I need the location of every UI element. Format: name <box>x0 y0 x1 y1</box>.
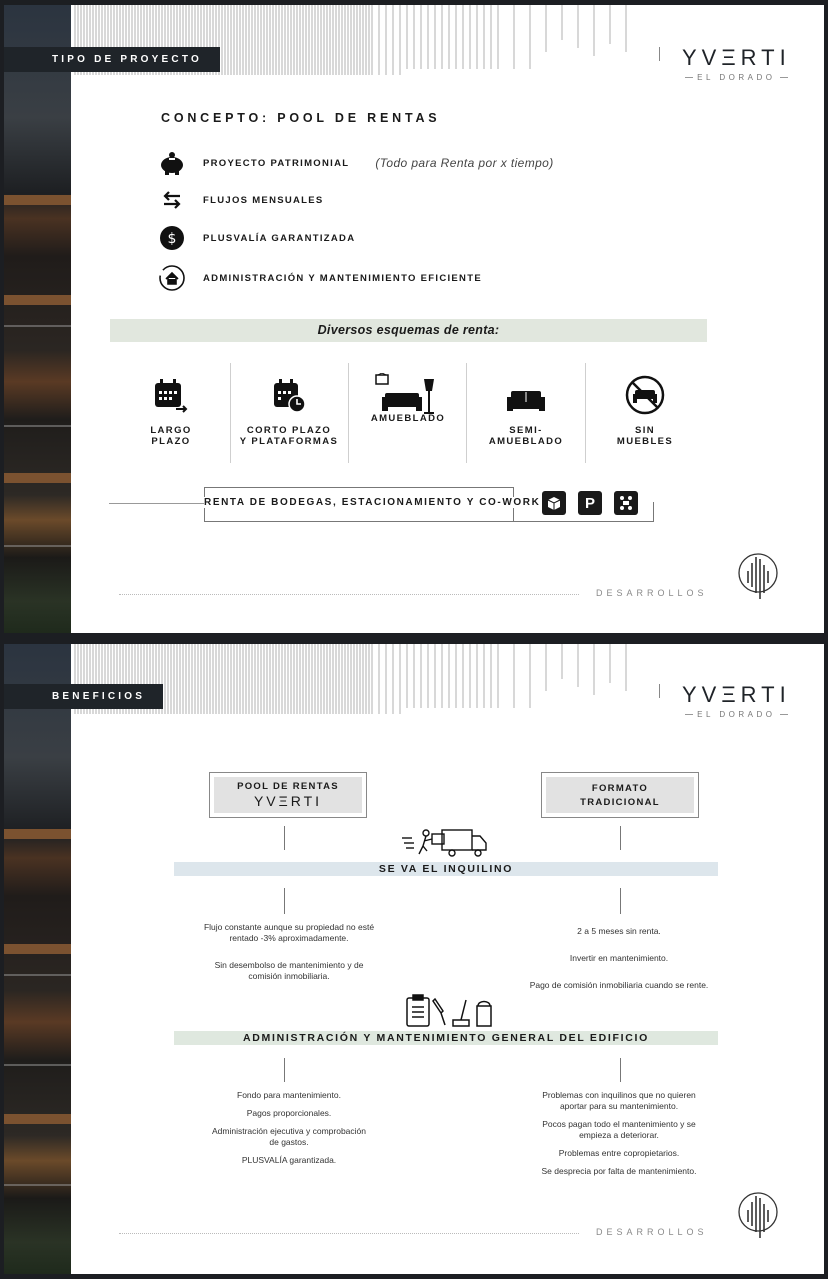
scheme-label: AMUEBLADO <box>488 436 564 447</box>
box-title: POOL DE RENTAS <box>237 781 339 792</box>
scheme-label: SEMI- <box>509 425 543 436</box>
benefit-text: Sin desembolso de mantenimiento y de comisión inmobiliaria. <box>214 960 364 981</box>
box-title: FORMATO <box>591 782 649 794</box>
brand-sub: EL DORADO <box>682 73 791 82</box>
section-tag: TIPO DE PROYECTO <box>4 47 220 72</box>
pool-de-rentas-box <box>209 772 367 818</box>
scheme-label: Y PLATAFORMAS <box>239 436 339 447</box>
slide-tipo-de-proyecto <box>4 5 824 633</box>
storage-box-icon <box>542 491 566 515</box>
brand-name: YVΞRTI <box>682 682 791 707</box>
brand-logo <box>682 45 791 82</box>
building-photo <box>4 644 71 1274</box>
svg-text:$: $ <box>167 231 177 247</box>
feature-label: FLUJOS MENSUALES <box>203 194 324 206</box>
sofa-icon <box>467 365 585 415</box>
scheme-label: LARGO <box>150 425 192 436</box>
logo-divider <box>659 684 660 698</box>
scheme-label: MUEBLES <box>616 436 674 447</box>
scheme-item <box>586 365 704 447</box>
logo-divider <box>659 47 660 61</box>
calendar-arrow-icon <box>112 365 230 415</box>
exchange-arrows-icon <box>157 185 187 215</box>
calendar-clock-icon <box>230 365 348 415</box>
brand-sub: EL DORADO <box>682 710 791 719</box>
no-furniture-icon <box>586 365 704 415</box>
footer-text: DESARROLLOS <box>596 588 708 598</box>
connector-line <box>284 826 285 850</box>
traditional-issues-1 <box>509 926 729 998</box>
feature-row <box>157 148 554 178</box>
scheme-item <box>349 365 467 424</box>
pool-benefits-1 <box>199 922 379 989</box>
slide-beneficios <box>4 644 824 1274</box>
footer-dots <box>119 594 579 595</box>
box-brand: YVΞRTI <box>253 793 323 809</box>
connector-line <box>620 888 621 914</box>
scheme-label: SIN <box>634 425 656 436</box>
scheme-item <box>467 365 585 447</box>
formato-tradicional-box <box>541 772 699 818</box>
feature-label: PROYECTO PATRIMONIAL <box>203 157 350 169</box>
issue-text: Problemas con inquilinos que no quieren aportar para su mantenimiento. <box>542 1090 696 1111</box>
concept-title: CONCEPTO: POOL DE RENTAS <box>161 111 441 125</box>
section-tag: BENEFICIOS <box>4 684 163 709</box>
section-building-management: ADMINISTRACIÓN Y MANTENIMIENTO GENERAL DEL EDIFICIO <box>174 1031 718 1045</box>
scheme-item <box>112 365 230 447</box>
benefit-text: PLUSVALÍA garantizada. <box>241 1155 337 1165</box>
extra-services-label: RENTA DE BODEGAS, ESTACIONAMIENTO Y CO-WORK <box>204 497 544 508</box>
box-title: TRADICIONAL <box>580 796 660 808</box>
feature-label: ADMINISTRACIÓN Y MANTENIMIENTO EFICIENTE <box>203 272 482 284</box>
coworking-icon <box>614 491 638 515</box>
building-photo <box>4 5 71 633</box>
dollar-coin-icon <box>157 223 187 253</box>
parking-icon <box>578 491 602 515</box>
scheme-item <box>230 365 348 447</box>
piggy-bank-icon <box>157 148 187 178</box>
brand-name: YVΞRTI <box>682 45 791 70</box>
connector-line <box>284 888 285 914</box>
connector-line <box>620 1058 621 1082</box>
building-logo-icon <box>736 549 780 605</box>
section-tenant-leaves: SE VA EL INQUILINO <box>174 862 718 876</box>
benefit-text: Fondo para mantenimiento. <box>237 1090 341 1100</box>
connector-line <box>109 503 204 504</box>
parking-letter: P <box>584 494 595 512</box>
house-cycle-icon <box>157 263 187 293</box>
issue-text: 2 a 5 meses sin renta. <box>577 926 661 936</box>
brand-logo <box>682 682 791 719</box>
scheme-label: CORTO PLAZO <box>246 425 332 436</box>
benefit-text: Pagos proporcionales. <box>246 1108 332 1118</box>
feature-row <box>157 223 355 253</box>
issue-text: Invertir en mantenimiento. <box>569 953 669 963</box>
connector-line <box>284 1058 285 1082</box>
issue-text: Se desprecia por falta de mantenimiento. <box>541 1166 697 1176</box>
feature-label: PLUSVALÍA GARANTIZADA <box>203 232 356 244</box>
schemes-title: Diversos esquemas de renta: <box>110 319 707 342</box>
building-logo-icon <box>736 1188 780 1244</box>
maintenance-tools-icon <box>404 994 498 1028</box>
feature-note: (Todo para Renta por x tiempo) <box>375 156 554 170</box>
feature-row <box>157 185 324 215</box>
issue-text: Pago de comisión inmobiliaria cuando se rente. <box>529 980 709 990</box>
moving-truck-icon <box>402 826 488 860</box>
scheme-label: AMUEBLADO <box>370 413 446 424</box>
footer-text: DESARROLLOS <box>596 1227 708 1237</box>
connector-line <box>620 826 621 850</box>
footer-dots <box>119 1233 579 1234</box>
traditional-issues-2 <box>529 1090 709 1184</box>
benefit-text: Flujo constante aunque su propiedad no esté rentado -3% aproximadamente. <box>203 922 375 943</box>
issue-text: Pocos pagan todo el mantenimiento y se empieza a deteriorar. <box>542 1119 696 1140</box>
benefit-text: Administración ejecutiva y comprobación de gastos. <box>211 1126 367 1147</box>
pool-benefits-2 <box>209 1090 369 1173</box>
feature-row <box>157 263 482 293</box>
furnished-sofa-lamp-icon <box>349 365 467 415</box>
scheme-label: PLAZO <box>151 436 191 447</box>
issue-text: Problemas entre copropietarios. <box>558 1148 680 1158</box>
